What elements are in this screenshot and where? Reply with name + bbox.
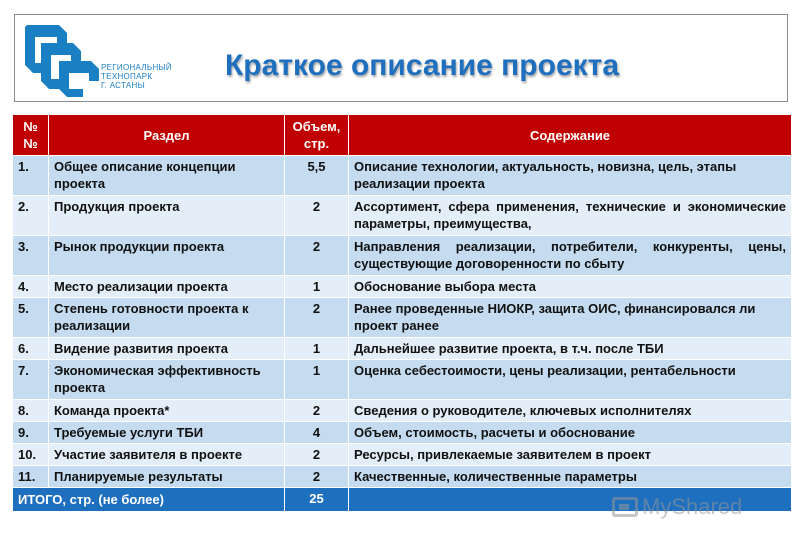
watermark xyxy=(612,494,742,520)
row-volume: 1 xyxy=(285,360,349,400)
row-section: Команда проекта* xyxy=(49,400,285,422)
total-volume: 25 xyxy=(285,488,349,512)
row-volume: 2 xyxy=(285,236,349,276)
row-volume: 1 xyxy=(285,276,349,298)
row-volume: 5,5 xyxy=(285,156,349,196)
table-row xyxy=(13,276,792,298)
slide-header xyxy=(14,14,788,102)
row-volume: 2 xyxy=(285,466,349,488)
row-volume: 2 xyxy=(285,196,349,236)
row-number: 9. xyxy=(13,422,49,444)
row-section: Участие заявителя в проекте xyxy=(49,444,285,466)
row-content: Описание технологии, актуальность, новизна, цель, этапы реализации проекта xyxy=(349,156,792,196)
logo-line: Г. АСТАНЫ xyxy=(101,81,145,90)
table-row xyxy=(13,422,792,444)
row-content: Объем, стоимость, расчеты и обоснование xyxy=(349,422,792,444)
row-number: 7. xyxy=(13,360,49,400)
row-section: Видение развития проекта xyxy=(49,338,285,360)
table-row xyxy=(13,444,792,466)
row-section: Требуемые услуги ТБИ xyxy=(49,422,285,444)
row-number: 1. xyxy=(13,156,49,196)
row-volume: 2 xyxy=(285,400,349,422)
row-content: Направления реализации, потребители, конкуренты, цены, существующие договоренности по сбыту xyxy=(349,236,792,276)
row-section: Место реализации проекта xyxy=(49,276,285,298)
row-number: 3. xyxy=(13,236,49,276)
project-description-table xyxy=(12,114,792,512)
row-section: Планируемые результаты xyxy=(49,466,285,488)
table-row xyxy=(13,156,792,196)
row-content: Ресурсы, привлекаемые заявителем в проект xyxy=(349,444,792,466)
row-content: Качественные, количественные параметры xyxy=(349,466,792,488)
column-header-section: Раздел xyxy=(49,115,285,156)
technopark-logo-icon xyxy=(19,19,111,99)
row-section: Экономическая эффективность проекта xyxy=(49,360,285,400)
row-section: Общее описание концепции проекта xyxy=(49,156,285,196)
row-content: Дальнейшее развитие проекта, в т.ч. после ТБИ xyxy=(349,338,792,360)
table-row xyxy=(13,338,792,360)
presentation-icon xyxy=(612,497,638,517)
row-content: Обоснование выбора места xyxy=(349,276,792,298)
row-section: Продукция проекта xyxy=(49,196,285,236)
table-row xyxy=(13,196,792,236)
row-content: Сведения о руководителе, ключевых исполнителях xyxy=(349,400,792,422)
row-number: 11. xyxy=(13,466,49,488)
logo-text xyxy=(101,63,191,90)
row-content: Ассортимент, сфера применения, технические и экономические параметры, преимущества, xyxy=(349,196,792,236)
total-label: ИТОГО, стр. (не более) xyxy=(13,488,285,512)
column-header-content: Содержание xyxy=(349,115,792,156)
row-volume: 2 xyxy=(285,298,349,338)
row-number: 4. xyxy=(13,276,49,298)
watermark-text: MyShared xyxy=(642,494,743,519)
row-section: Степень готовности проекта к реализации xyxy=(49,298,285,338)
column-header-volume: Объем, стр. xyxy=(285,115,349,156)
table-row xyxy=(13,400,792,422)
row-number: 8. xyxy=(13,400,49,422)
table-row xyxy=(13,236,792,276)
table-row xyxy=(13,360,792,400)
table-row xyxy=(13,466,792,488)
column-header-number: № № xyxy=(13,115,49,156)
row-volume: 4 xyxy=(285,422,349,444)
row-number: 5. xyxy=(13,298,49,338)
row-volume: 1 xyxy=(285,338,349,360)
row-content: Ранее проведенные НИОКР, защита ОИС, финансировался ли проект ранее xyxy=(349,298,792,338)
row-section: Рынок продукции проекта xyxy=(49,236,285,276)
row-number: 6. xyxy=(13,338,49,360)
table-row xyxy=(13,298,792,338)
table-header-row xyxy=(13,115,792,156)
page-title: Краткое описание проекта xyxy=(225,49,620,82)
row-volume: 2 xyxy=(285,444,349,466)
row-number: 10. xyxy=(13,444,49,466)
row-number: 2. xyxy=(13,196,49,236)
logo-line: ТЕХНОПАРК xyxy=(101,72,153,81)
logo-line: РЕГИОНАЛЬНЫЙ xyxy=(101,63,172,72)
row-content: Оценка себестоимости, цены реализации, рентабельности xyxy=(349,360,792,400)
